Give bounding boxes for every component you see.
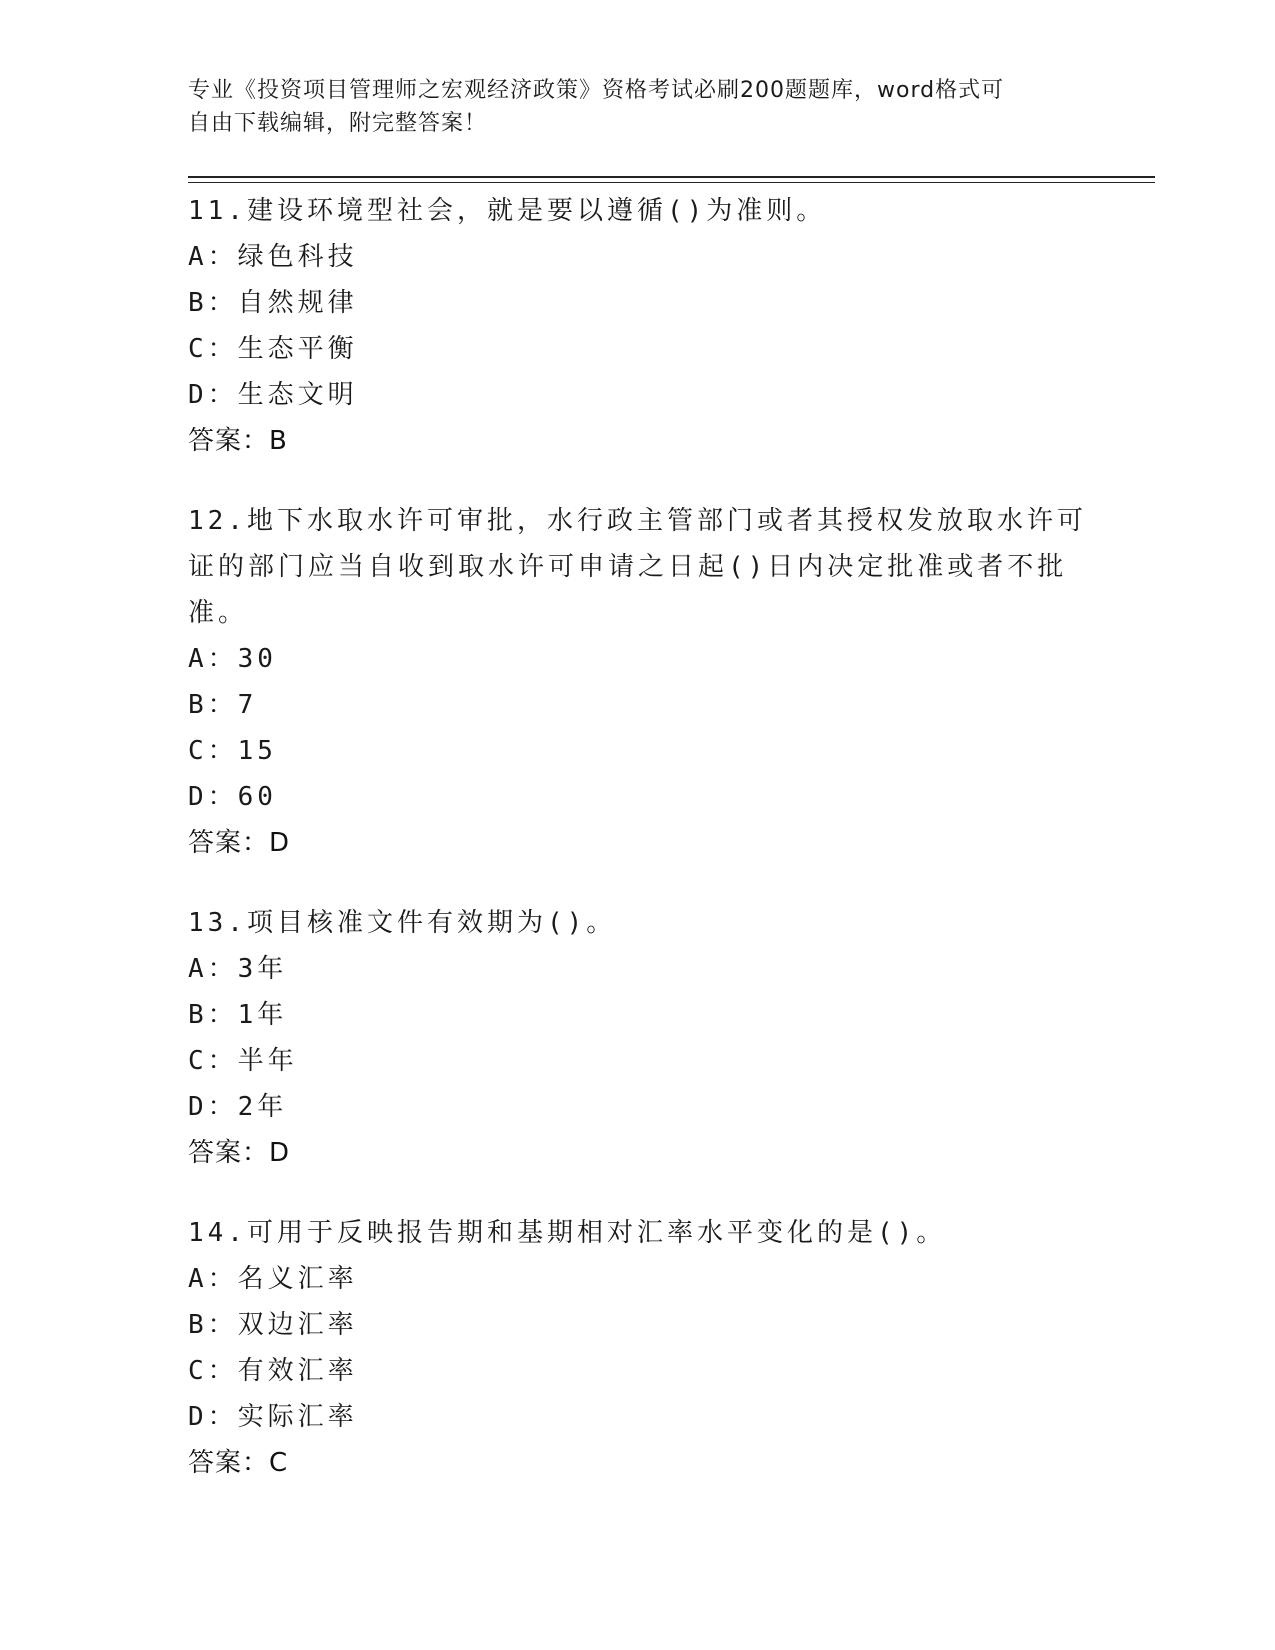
- option-a: A：3年: [188, 954, 288, 984]
- option-a: A：名义汇率: [188, 1264, 358, 1294]
- header-divider-thick: [188, 176, 1155, 178]
- header-line-1: 专业《投资项目管理师之宏观经济政策》资格考试必刷200题题库，word格式可: [188, 78, 1005, 103]
- question-stem: 13.项目核准文件有效期为()。: [188, 908, 617, 938]
- answer: 答案：B: [188, 426, 288, 456]
- option-b: B：7: [188, 690, 258, 720]
- question-14: [188, 1210, 1088, 1486]
- question-13: [188, 900, 1088, 1176]
- question-stem: 14.可用于反映报告期和基期相对汇率水平变化的是()。: [188, 1218, 947, 1248]
- option-c: C：15: [188, 736, 277, 766]
- option-b: B：1年: [188, 1000, 288, 1030]
- question-11: [188, 188, 1088, 464]
- option-a: A：绿色科技: [188, 242, 358, 272]
- option-b: B：自然规律: [188, 288, 358, 318]
- answer: 答案：C: [188, 1448, 289, 1478]
- option-b: B：双边汇率: [188, 1310, 358, 1340]
- question-12: [188, 498, 1088, 866]
- option-d: D：生态文明: [188, 380, 358, 410]
- question-stem: 11.建设环境型社会，就是要以遵循()为准则。: [188, 196, 827, 226]
- option-d: D：2年: [188, 1092, 288, 1122]
- question-stem: 12.地下水取水许可审批，水行政主管部门或者其授权发放取水许可证的部门应当自收到取水许可申请之日起()日内决定批准或者不批准。: [188, 506, 1087, 628]
- header-line-2: 自由下载编辑，附完整答案！: [188, 111, 488, 136]
- option-d: D：60: [188, 782, 277, 812]
- option-d: D：实际汇率: [188, 1402, 358, 1432]
- header-divider-thin: [188, 182, 1155, 183]
- option-c: C：生态平衡: [188, 334, 358, 364]
- option-c: C：有效汇率: [188, 1356, 358, 1386]
- option-c: C：半年: [188, 1046, 298, 1076]
- question-list: [188, 188, 1088, 1520]
- option-a: A：30: [188, 644, 277, 674]
- answer: 答案：D: [188, 828, 291, 858]
- answer: 答案：D: [188, 1138, 291, 1168]
- document-header: [188, 74, 1088, 140]
